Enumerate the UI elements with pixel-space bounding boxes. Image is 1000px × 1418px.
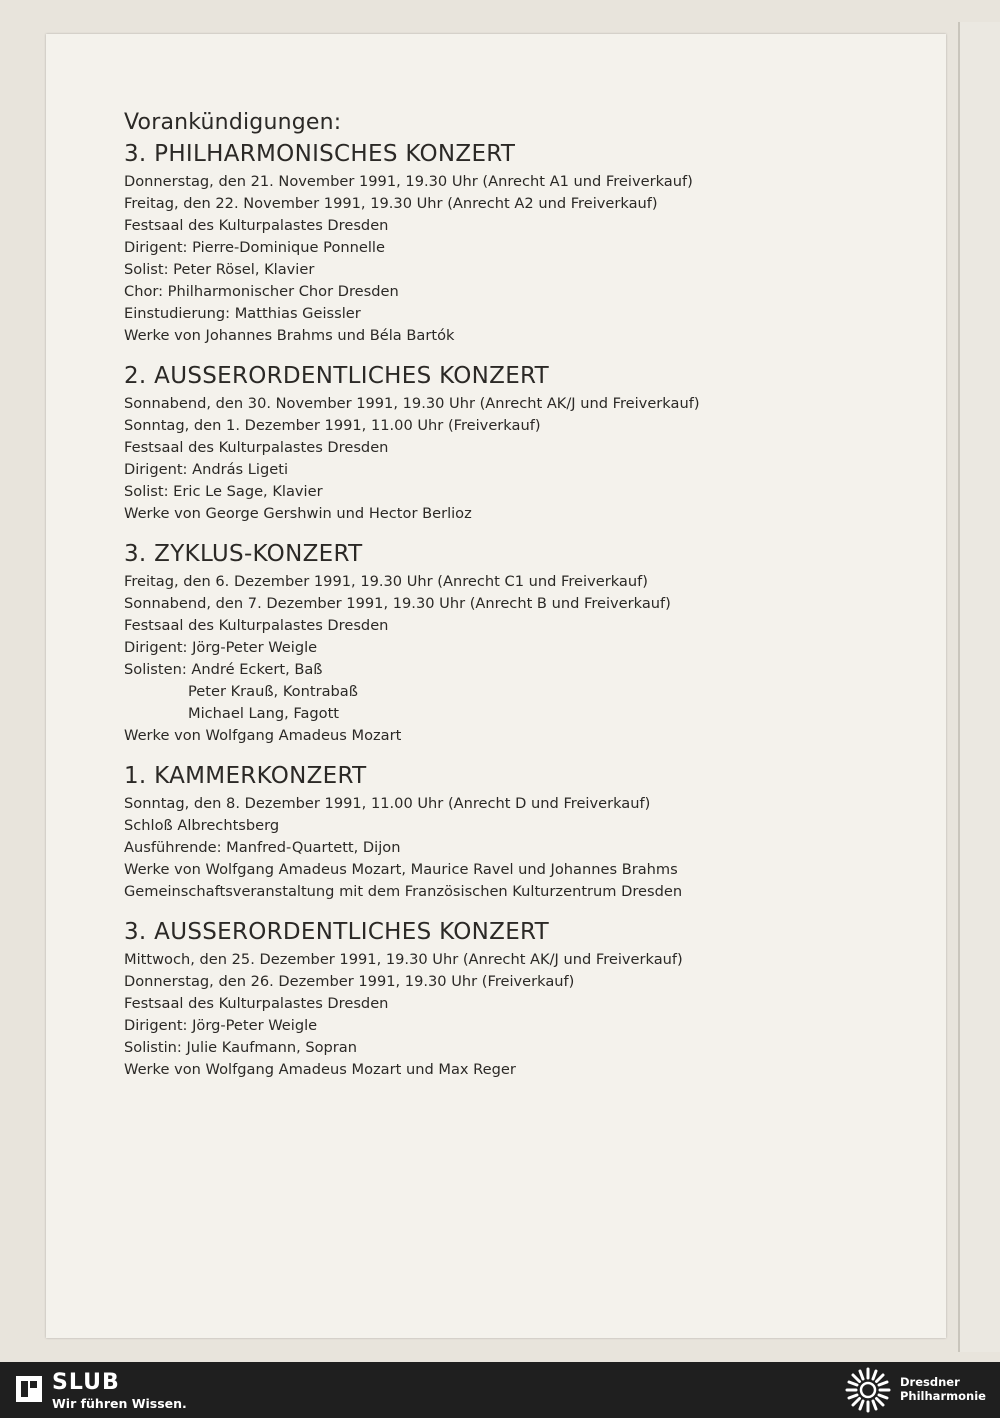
philharmonie-sunburst-icon [844, 1366, 892, 1414]
concert-detail: Donnerstag, den 26. Dezember 1991, 19.30 Uhr (Freiverkauf) [124, 973, 575, 990]
concert-detail: Dirigent: Jörg-Peter Weigle [124, 1017, 318, 1034]
concert-detail: Dirigent: Jörg-Peter Weigle [124, 639, 318, 656]
concert-detail: Freitag, den 6. Dezember 1991, 19.30 Uhr (Anrecht C1 und Freiverkauf) [124, 573, 648, 590]
slub-logo-icon [16, 1376, 42, 1402]
concert-detail: Sonntag, den 1. Dezember 1991, 11.00 Uhr (Freiverkauf) [124, 417, 541, 434]
concert-detail: Sonnabend, den 30. November 1991, 19.30 Uhr (Anrecht AK/J und Freiverkauf) [124, 395, 700, 412]
partner-name-line1: Dresdner [900, 1375, 960, 1389]
announcements [124, 110, 824, 1097]
concert-detail: Festsaal des Kulturpalastes Dresden [124, 439, 389, 456]
concert-section [124, 763, 824, 903]
partner-name-line2: Philharmonie [900, 1389, 986, 1403]
concert-detail: Donnerstag, den 21. November 1991, 19.30 Uhr (Anrecht A1 und Freiverkauf) [124, 173, 693, 190]
partner-name [900, 1375, 986, 1403]
concert-detail: Sonnabend, den 7. Dezember 1991, 19.30 Uhr (Anrecht B und Freiverkauf) [124, 595, 671, 612]
concert-detail: Festsaal des Kulturpalastes Dresden [124, 217, 389, 234]
library-name: SLUB [52, 1370, 120, 1395]
concert-detail: Solistin: Julie Kaufmann, Sopran [124, 1039, 357, 1056]
concert-detail: Werke von Wolfgang Amadeus Mozart und Max Reger [124, 1061, 516, 1078]
concert-detail: Solisten: André Eckert, Baß [124, 661, 323, 678]
concert-detail: Dirigent: Pierre-Dominique Ponnelle [124, 239, 385, 256]
concert-detail: Festsaal des Kulturpalastes Dresden [124, 995, 389, 1012]
concert-detail: Sonntag, den 8. Dezember 1991, 11.00 Uhr (Anrecht D und Freiverkauf) [124, 795, 651, 812]
library-tagline: Wir führen Wissen. [52, 1396, 187, 1411]
concert-detail: Werke von Wolfgang Amadeus Mozart [124, 727, 402, 744]
concert-detail: Festsaal des Kulturpalastes Dresden [124, 617, 389, 634]
concert-detail: Chor: Philharmonischer Chor Dresden [124, 283, 399, 300]
adjacent-page-edge [958, 22, 1000, 1352]
concert-detail: Gemeinschaftsveranstaltung mit dem Französischen Kulturzentrum Dresden [124, 883, 683, 900]
concert-title: 3. AUSSERORDENTLICHES KONZERT [124, 919, 549, 945]
concert-detail: Solist: Peter Rösel, Klavier [124, 261, 315, 278]
concert-detail: Dirigent: András Ligeti [124, 461, 289, 478]
concert-section [124, 919, 824, 1081]
concert-detail: Peter Krauß, Kontrabaß [188, 683, 358, 700]
concert-detail: Werke von Johannes Brahms und Béla Bartók [124, 327, 455, 344]
concert-detail: Mittwoch, den 25. Dezember 1991, 19.30 Uhr (Anrecht AK/J und Freiverkauf) [124, 951, 683, 968]
concert-section [124, 541, 824, 747]
concert-detail: Werke von George Gershwin und Hector Berlioz [124, 505, 472, 522]
concert-section [124, 363, 824, 525]
concert-title: 2. AUSSERORDENTLICHES KONZERT [124, 363, 549, 389]
concert-detail: Schloß Albrechtsberg [124, 817, 280, 834]
footer-bar [0, 1362, 1000, 1418]
concert-detail: Michael Lang, Fagott [188, 705, 340, 722]
concert-title: 3. ZYKLUS-KONZERT [124, 541, 363, 567]
page-heading: Vorankündigungen: [124, 110, 342, 135]
concert-section [124, 141, 824, 347]
concert-detail: Freitag, den 22. November 1991, 19.30 Uhr (Anrecht A2 und Freiverkauf) [124, 195, 658, 212]
concert-detail: Solist: Eric Le Sage, Klavier [124, 483, 323, 500]
program-page [46, 34, 946, 1338]
concert-title: 3. PHILHARMONISCHES KONZERT [124, 141, 516, 167]
concert-detail: Einstudierung: Matthias Geissler [124, 305, 361, 322]
concert-detail: Werke von Wolfgang Amadeus Mozart, Maurice Ravel und Johannes Brahms [124, 861, 678, 878]
concert-detail: Ausführende: Manfred-Quartett, Dijon [124, 839, 401, 856]
concert-title: 1. KAMMERKONZERT [124, 763, 367, 789]
